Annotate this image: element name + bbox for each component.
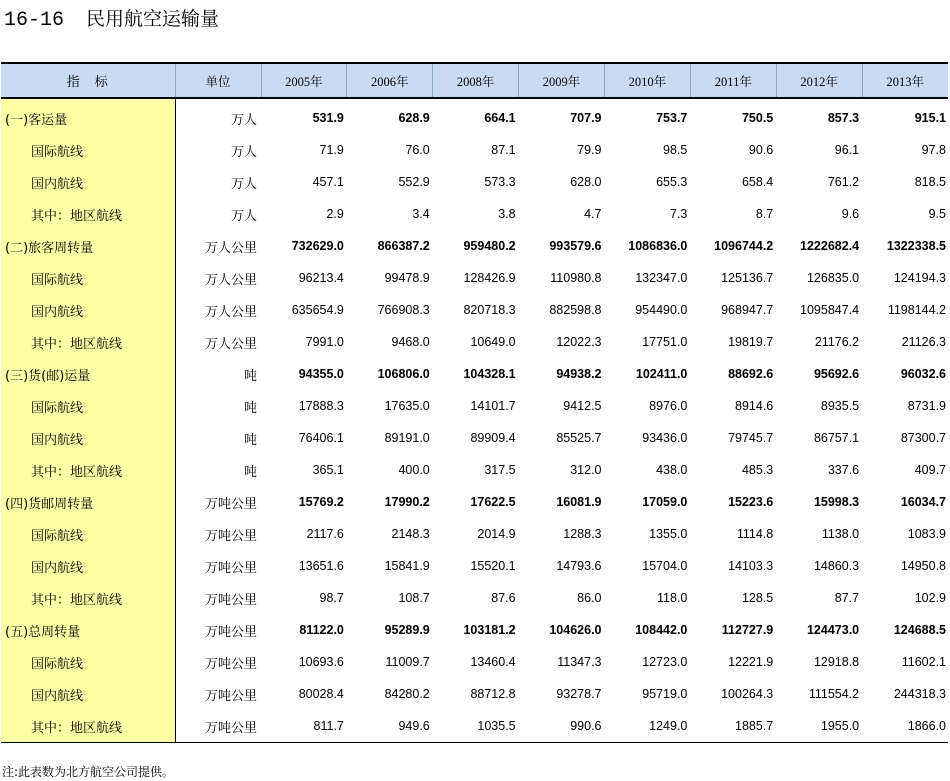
row-unit: 万吨公里 [204,720,257,736]
subcategory-row [1,390,948,422]
row-unit: 吨 [243,400,257,416]
page-title [4,5,219,33]
row-label: 国内航线 [1,422,175,454]
value-cell: 14101.7 [470,399,516,413]
column-header-unit: 单位 [175,63,261,98]
value-cell: 124473.0 [806,623,860,637]
value-cell: 954490.0 [635,303,688,317]
value-cell: 949.6 [398,719,430,733]
value-cell: 2.9 [326,207,344,221]
value-cell: 1222682.4 [800,239,860,253]
value-cell: 915.1 [914,111,946,125]
value-cell: 7991.0 [305,335,344,349]
value-cell: 90.6 [748,143,774,157]
subcategory-row [1,518,948,550]
value-cell: 409.7 [914,463,946,477]
value-cell: 95692.6 [813,367,860,381]
value-cell: 100264.3 [721,687,774,701]
value-cell: 17751.0 [642,335,688,349]
value-cell: 79.9 [577,143,602,157]
value-cell: 96032.6 [900,367,946,381]
row-unit: 万人公里 [204,336,257,352]
value-cell: 811.7 [313,719,344,733]
row-unit: 万人 [230,144,257,160]
subcategory-row [1,422,948,454]
row-label: 国际航线 [1,518,175,550]
value-cell: 14103.3 [728,559,774,573]
table-title: 民用航空运输量 [86,8,220,30]
column-header-indicator: 指 标 [1,63,175,98]
row-label: (一)客运量 [1,98,175,134]
value-cell: 110980.8 [550,271,602,285]
value-cell: 17990.2 [384,495,430,509]
value-cell: 1322338.5 [886,239,946,253]
value-cell: 312.0 [570,463,602,477]
value-cell: 118.0 [657,591,688,605]
row-label: 国际航线 [1,390,175,422]
value-cell: 10649.0 [470,335,516,349]
row-label: 其中：地区航线 [1,198,175,230]
value-cell: 993579.6 [549,239,602,253]
value-cell: 818.5 [914,175,946,189]
value-cell: 128426.9 [463,271,516,285]
value-cell: 8731.9 [907,399,946,413]
value-cell: 1288.3 [563,527,602,541]
value-cell: 93278.7 [556,687,602,701]
value-cell: 102411.0 [635,367,688,381]
subcategory-row [1,646,948,678]
row-label: 其中：地区航线 [1,710,175,743]
value-cell: 8914.6 [735,399,774,413]
value-cell: 12918.8 [813,655,860,669]
value-cell: 1138.0 [821,527,860,541]
value-cell: 87.6 [491,591,516,605]
value-cell: 552.9 [398,175,430,189]
value-cell: 244318.3 [893,687,946,701]
row-label: (五)总周转量 [1,614,175,646]
value-cell: 86757.1 [813,431,860,445]
value-cell: 438.0 [656,463,688,477]
value-cell: 707.9 [570,111,602,125]
value-cell: 87.1 [491,143,516,157]
row-unit: 万人公里 [204,240,257,256]
value-cell: 88712.8 [470,687,516,701]
value-cell: 10693.6 [298,655,344,669]
value-cell: 15998.3 [813,495,860,509]
value-cell: 8976.0 [649,399,688,413]
value-cell: 17888.3 [298,399,344,413]
value-cell: 95719.0 [642,687,688,701]
row-unit: 万吨公里 [204,592,257,608]
value-cell: 103181.2 [463,623,516,637]
value-cell: 750.5 [741,111,774,125]
value-cell: 21176.2 [814,335,860,349]
value-cell: 628.0 [570,175,602,189]
value-cell: 2148.3 [391,527,430,541]
value-cell: 14860.3 [813,559,860,573]
value-cell: 16081.9 [556,495,602,509]
row-unit: 吨 [243,464,257,480]
value-cell: 317.5 [484,463,516,477]
value-cell: 97.8 [921,143,946,157]
value-cell: 655.3 [656,175,688,189]
value-cell: 86.0 [577,591,602,605]
value-cell: 17059.0 [642,495,688,509]
value-cell: 7.3 [669,207,688,221]
category-row [1,486,948,518]
category-row [1,230,948,262]
value-cell: 98.5 [663,143,688,157]
value-cell: 882598.8 [549,303,602,317]
column-header-year: 2006年 [347,63,433,98]
row-unit: 万吨公里 [204,528,257,544]
value-cell: 1866.0 [907,719,946,733]
value-cell: 11009.7 [385,655,430,669]
column-header-year: 2005年 [261,63,347,98]
value-cell: 112727.9 [721,623,774,637]
value-cell: 664.1 [484,111,516,125]
value-cell: 94355.0 [298,367,344,381]
value-cell: 15223.6 [728,495,774,509]
row-label: 其中：地区航线 [1,454,175,486]
value-cell: 3.8 [498,207,516,221]
value-cell: 9.6 [841,207,860,221]
value-cell: 124194.3 [893,271,946,285]
value-cell: 12723.0 [642,655,688,669]
value-cell: 820718.3 [463,303,516,317]
value-cell: 132347.0 [635,271,688,285]
row-label: (二)旅客周转量 [1,230,175,262]
value-cell: 337.6 [827,463,860,477]
subcategory-row [1,582,948,614]
value-cell: 1955.0 [820,719,860,733]
value-cell: 761.2 [827,175,860,189]
row-label: 国际航线 [1,134,175,166]
value-cell: 573.3 [484,175,516,189]
value-cell: 8935.5 [820,399,860,413]
row-label: 国内航线 [1,166,175,198]
value-cell: 80028.4 [298,687,344,701]
value-cell: 84280.2 [384,687,430,701]
value-cell: 17635.0 [384,399,430,413]
row-label: 国内航线 [1,678,175,710]
value-cell: 99478.9 [384,271,430,285]
value-cell: 102.9 [914,591,946,605]
row-label: (三)货(邮)运量 [1,358,175,390]
subcategory-row [1,262,948,294]
value-cell: 124688.5 [893,623,946,637]
value-cell: 94938.2 [556,367,602,381]
value-cell: 1249.0 [649,719,688,733]
value-cell: 108.7 [398,591,430,605]
table-number: 16-16 [4,9,65,32]
data-table [1,62,948,743]
subcategory-row [1,294,948,326]
value-cell: 89909.4 [470,431,516,445]
value-cell: 98.7 [319,591,344,605]
value-cell: 15704.0 [642,559,688,573]
value-cell: 108442.0 [635,623,688,637]
value-cell: 2117.6 [306,527,344,541]
subcategory-row [1,710,948,743]
value-cell: 635654.9 [291,303,344,317]
row-unit: 万人公里 [204,272,257,288]
value-cell: 531.9 [312,111,344,125]
column-header-year: 2011年 [690,63,776,98]
row-unit: 万人 [230,176,257,192]
value-cell: 76.0 [405,143,430,157]
value-cell: 990.6 [570,719,602,733]
row-label: 国内航线 [1,294,175,326]
value-cell: 15841.9 [384,559,430,573]
value-cell: 857.3 [827,111,860,125]
subcategory-row [1,454,948,486]
value-cell: 766908.3 [377,303,430,317]
value-cell: 87.7 [834,591,860,605]
value-cell: 1198144.2 [887,303,946,317]
value-cell: 485.3 [741,463,774,477]
row-label: 国内航线 [1,550,175,582]
column-header-year: 2012年 [776,63,862,98]
value-cell: 8.7 [755,207,774,221]
value-cell: 400.0 [398,463,430,477]
value-cell: 9468.0 [391,335,430,349]
value-cell: 1885.7 [735,719,774,733]
value-cell: 9.5 [928,207,946,221]
subcategory-row [1,198,948,230]
value-cell: 2014.9 [477,527,516,541]
value-cell: 11347.3 [557,655,602,669]
value-cell: 866387.2 [377,239,430,253]
value-cell: 12221.9 [728,655,774,669]
row-unit: 吨 [243,368,257,384]
value-cell: 1083.9 [907,527,946,541]
value-cell: 1114.8 [736,527,774,541]
footnote: 注:此表数为北方航空公司提供。 [2,765,175,779]
row-unit: 万吨公里 [204,624,257,640]
row-unit: 吨 [243,432,257,448]
value-cell: 81122.0 [299,623,344,637]
value-cell: 104328.1 [463,367,516,381]
value-cell: 628.9 [398,111,430,125]
value-cell: 4.7 [584,207,602,221]
row-unit: 万吨公里 [204,656,257,672]
value-cell: 14950.8 [900,559,946,573]
value-cell: 87300.7 [900,431,946,445]
value-cell: 104626.0 [549,623,602,637]
value-cell: 753.7 [656,111,688,125]
row-unit: 万吨公里 [204,688,257,704]
value-cell: 1095847.4 [800,303,860,317]
category-row [1,98,948,134]
subcategory-row [1,678,948,710]
row-label: 国际航线 [1,646,175,678]
column-header-year: 2008年 [433,63,519,98]
value-cell: 76406.1 [298,431,344,445]
value-cell: 14793.6 [556,559,602,573]
row-unit: 万人 [230,112,257,128]
value-cell: 96.1 [834,143,860,157]
row-label: 其中：地区航线 [1,582,175,614]
row-label: (四)货邮周转量 [1,486,175,518]
value-cell: 13460.4 [470,655,516,669]
value-cell: 21126.3 [901,335,946,349]
value-cell: 93436.0 [642,431,688,445]
row-label: 国际航线 [1,262,175,294]
row-label: 其中：地区航线 [1,326,175,358]
value-cell: 126835.0 [806,271,860,285]
value-cell: 79745.7 [728,431,774,445]
category-row [1,614,948,646]
subcategory-row [1,550,948,582]
value-cell: 71.9 [319,143,344,157]
value-cell: 959480.2 [463,239,516,253]
column-header-year: 2013年 [862,63,948,98]
value-cell: 12022.3 [556,335,602,349]
value-cell: 1086836.0 [628,239,688,253]
row-unit: 万人公里 [204,304,257,320]
value-cell: 11602.1 [901,655,946,669]
value-cell: 125136.7 [721,271,774,285]
value-cell: 15769.2 [298,495,344,509]
column-header-year: 2010年 [605,63,691,98]
header-row [1,63,948,98]
row-unit: 万吨公里 [204,560,257,576]
value-cell: 968947.7 [721,303,774,317]
subcategory-row [1,326,948,358]
value-cell: 85525.7 [556,431,602,445]
row-unit: 万人 [230,208,257,224]
value-cell: 16034.7 [900,495,946,509]
value-cell: 365.1 [312,463,344,477]
value-cell: 457.1 [312,175,344,189]
value-cell: 15520.1 [470,559,516,573]
value-cell: 106806.0 [377,367,430,381]
value-cell: 13651.6 [298,559,344,573]
column-header-year: 2009年 [519,63,605,98]
subcategory-row [1,134,948,166]
subcategory-row [1,166,948,198]
value-cell: 3.4 [412,207,430,221]
row-unit: 万吨公里 [204,496,257,512]
value-cell: 1035.5 [477,719,516,733]
value-cell: 1096744.2 [714,239,774,253]
value-cell: 89191.0 [384,431,430,445]
value-cell: 19819.7 [728,335,774,349]
category-row [1,358,948,390]
value-cell: 1355.0 [649,527,688,541]
value-cell: 111554.2 [808,687,860,701]
value-cell: 9412.5 [563,399,602,413]
table-body [1,98,948,743]
value-cell: 17622.5 [470,495,516,509]
value-cell: 658.4 [741,175,774,189]
value-cell: 95289.9 [384,623,430,637]
value-cell: 88692.6 [728,367,774,381]
value-cell: 128.5 [741,591,774,605]
value-cell: 732629.0 [291,239,344,253]
value-cell: 96213.4 [298,271,344,285]
